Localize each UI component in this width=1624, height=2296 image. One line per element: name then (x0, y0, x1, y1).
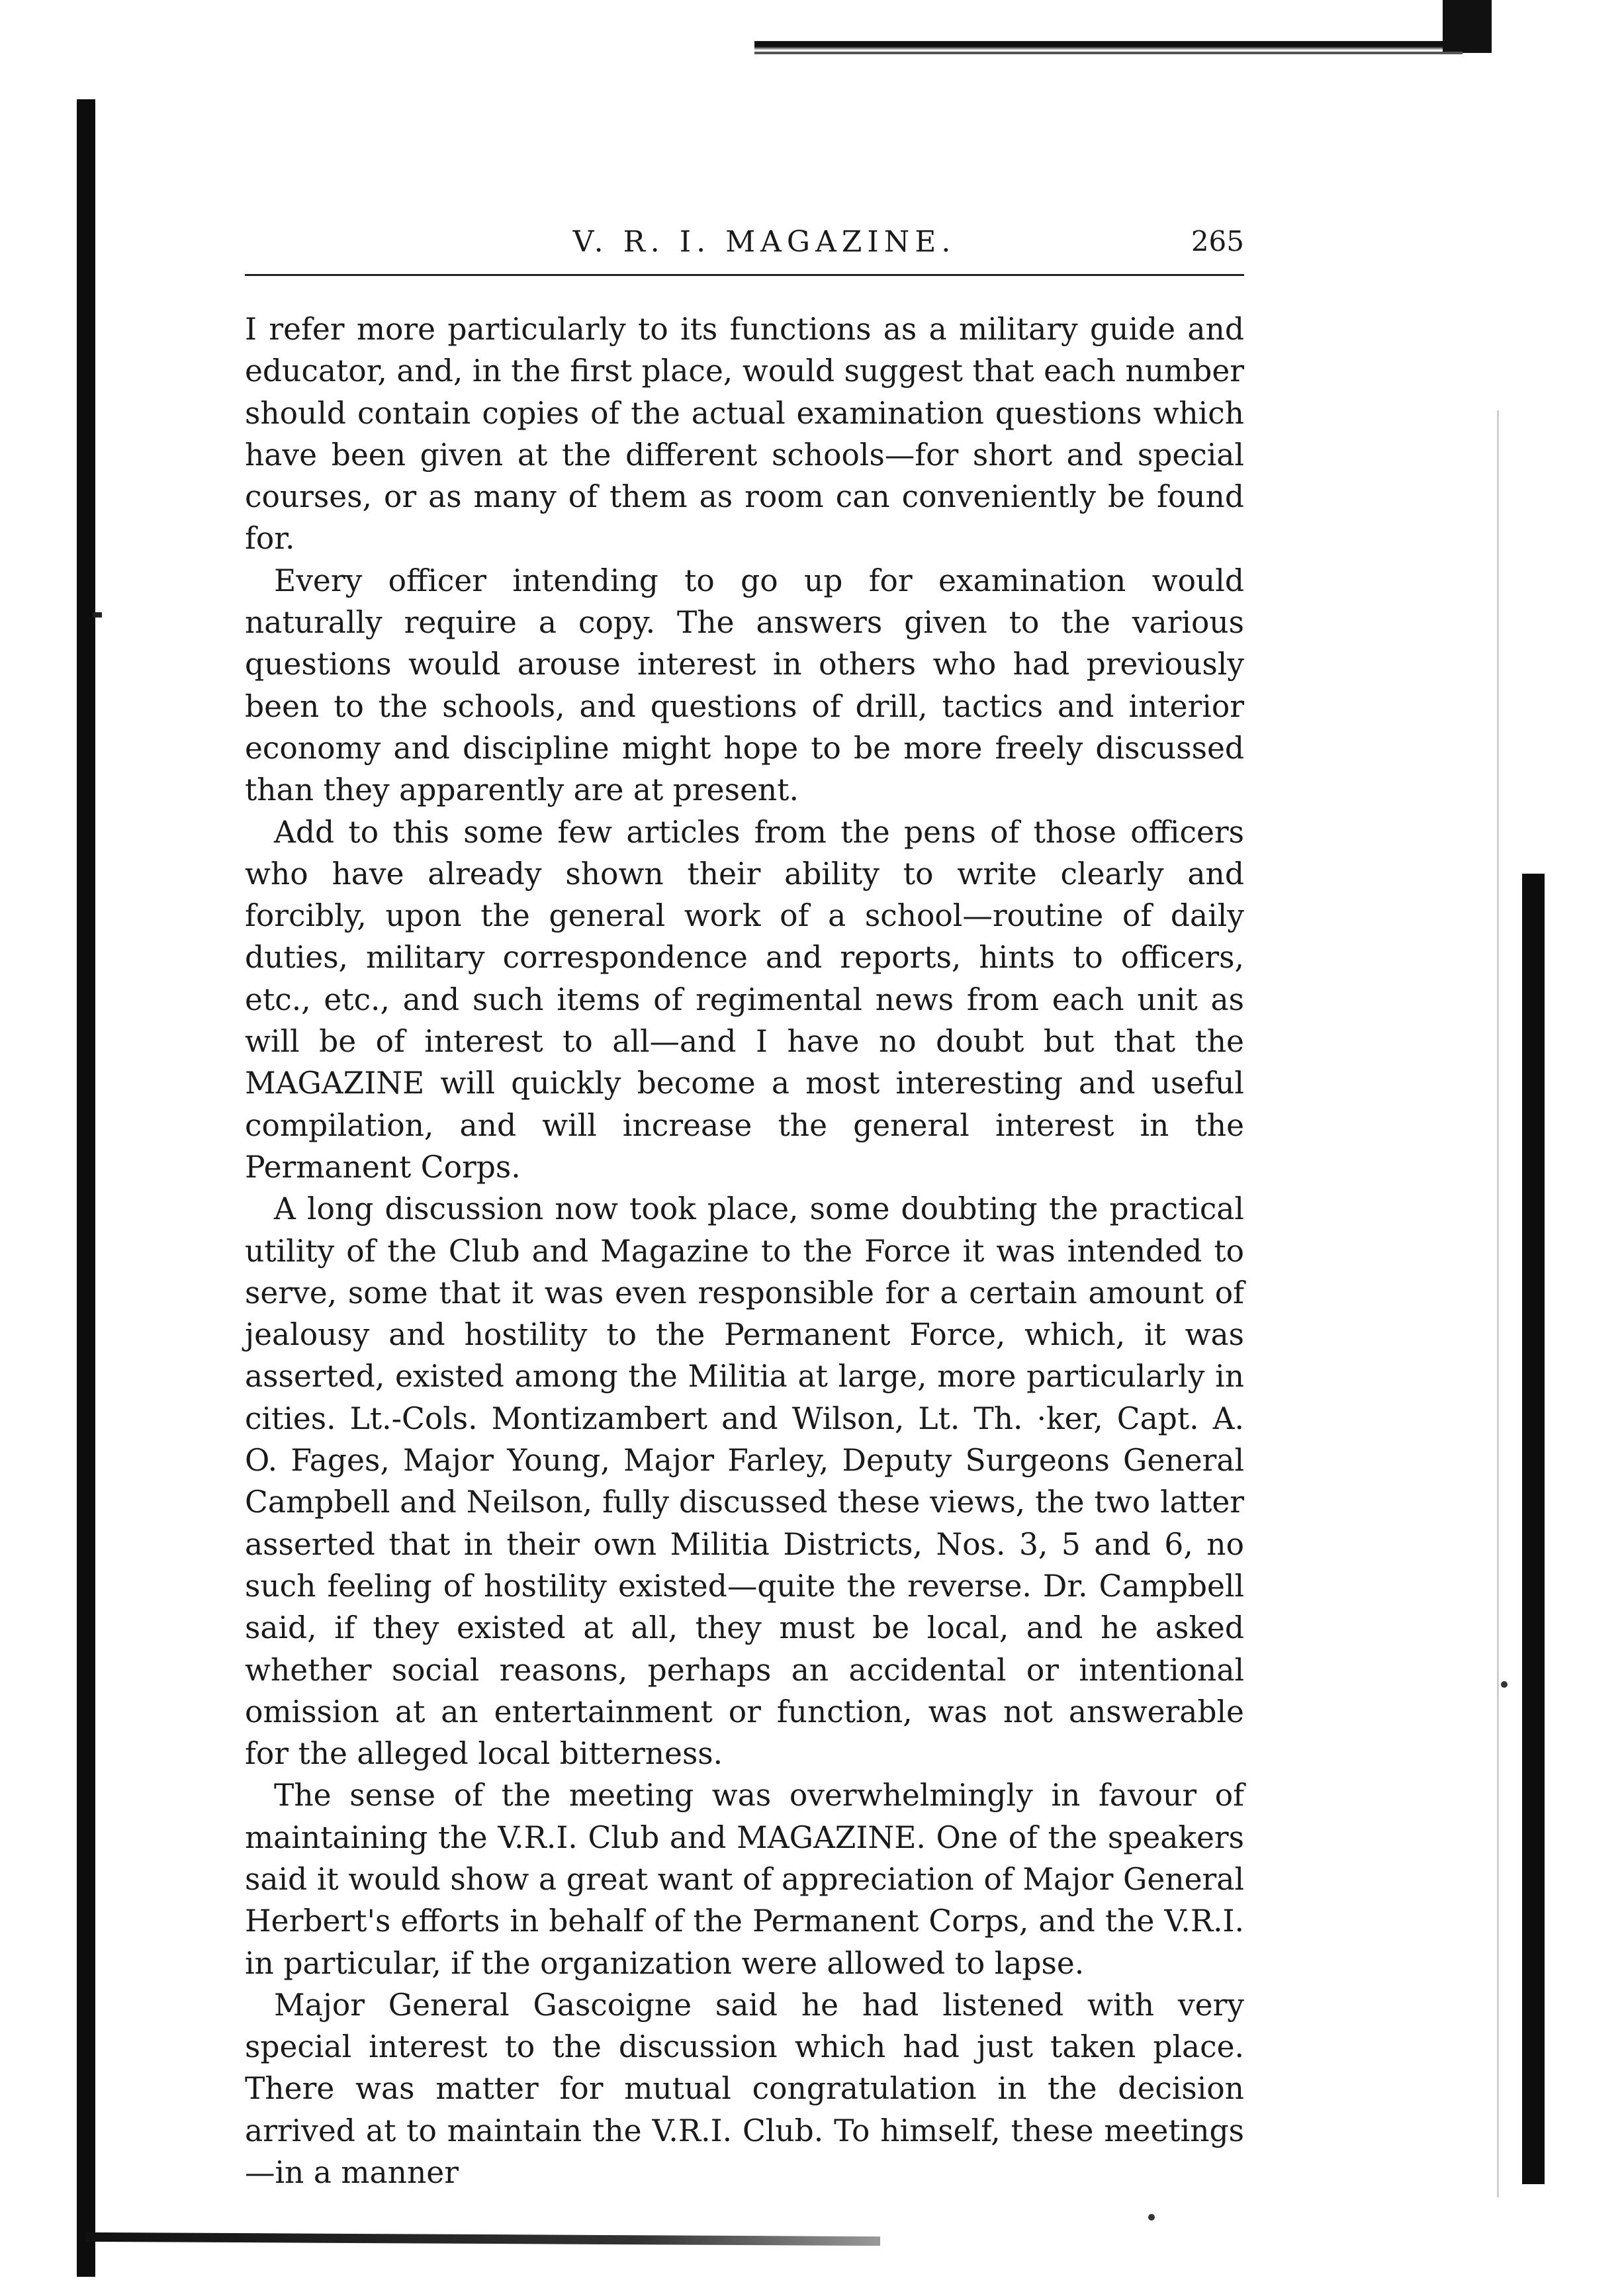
paragraph: A long discussion now took place, some doubting the practical utility of the Club and Magazine to the Force it was intended to serve, some that it was even responsible for a certain amount of jealousy and hostility to the Permanent Force, which, it was asserted, existed among the Militia at large, more particularly in cities. Lt.-Cols. Montizambert and Wilson, Lt. Th. ·ker, Capt. A. O. Fages, Major Young, Major Farley, Deputy Surgeons General Campbell and Neilson, fully discussed these views, the two latter asserted that in their own Militia Districts, Nos. 3, 5 and 6, no such feeling of hostility existed—quite the reverse. Dr. Campbell said, if they existed at all, they must be local, and he asked whether social reasons, perhaps an accidental or intentional omission at an entertainment or function, was not answerable for the alleged local bitterness. (245, 1191, 1244, 1772)
scan-right-shadow (1497, 410, 1499, 2197)
paragraph: Every officer intending to go up for examination would naturally require a copy. The answers given to the various questions would arouse interest in others who had previously been to the schools, and questions of drill, tactics and interior economy and discipline might hope to be more freely discussed than they apparently are at present. (245, 563, 1244, 808)
running-title: V. R. I. MAGAZINE. (572, 225, 956, 259)
paragraph: Major General Gascoigne said he had listened with very special interest to the discussion which had just taken place. There was matter for mutual congratulation in the decision arrived at to maintain the V.R.I. Club. To himself, these meetings—in a manner (245, 1987, 1244, 2191)
scan-speck (1148, 2214, 1155, 2221)
paragraph: I refer more particularly to its functions as a military guide and educator, and, in the first place, would suggest that each number should contain copies of the actual examination questions which have been given at the different schools—for short and special courses, or as many of them as room can conveniently be found for. (245, 312, 1244, 557)
paragraph: The sense of the meeting was overwhelmingly in favour of maintaining the V.R.I. Club and MAGAZINE. One of the speakers said it would show a great want of appreciation of Major General Herbert's efforts in behalf of the Permanent Corps, and the V.R.I. in particular, if the organization were allowed to lapse. (245, 1778, 1244, 1981)
scan-top-rule-thin (754, 52, 1463, 54)
scan-left-mark (93, 612, 102, 618)
paragraph: Add to this some few articles from the pens of those officers who have already shown their ability to write clearly and forcibly, upon the general work of a school—routine of daily duties, military correspondence and reports, hints to officers, etc., etc., and such items of regimental news from each unit as will be of interest to all—and I have no doubt but that the MAGAZINE will quickly become a most interesting and useful compilation, and will increase the general interest in the Permanent Corps. (245, 814, 1244, 1185)
article-body (245, 308, 1244, 2193)
scan-right-border (1522, 874, 1545, 2184)
page-number: 265 (1191, 225, 1244, 257)
page-header (245, 225, 1244, 265)
scan-speck (1501, 1681, 1508, 1688)
scan-bottom-rule (86, 2232, 880, 2246)
header-rule (245, 274, 1244, 276)
scan-left-border (77, 99, 95, 2277)
scan-top-rule (754, 41, 1463, 50)
